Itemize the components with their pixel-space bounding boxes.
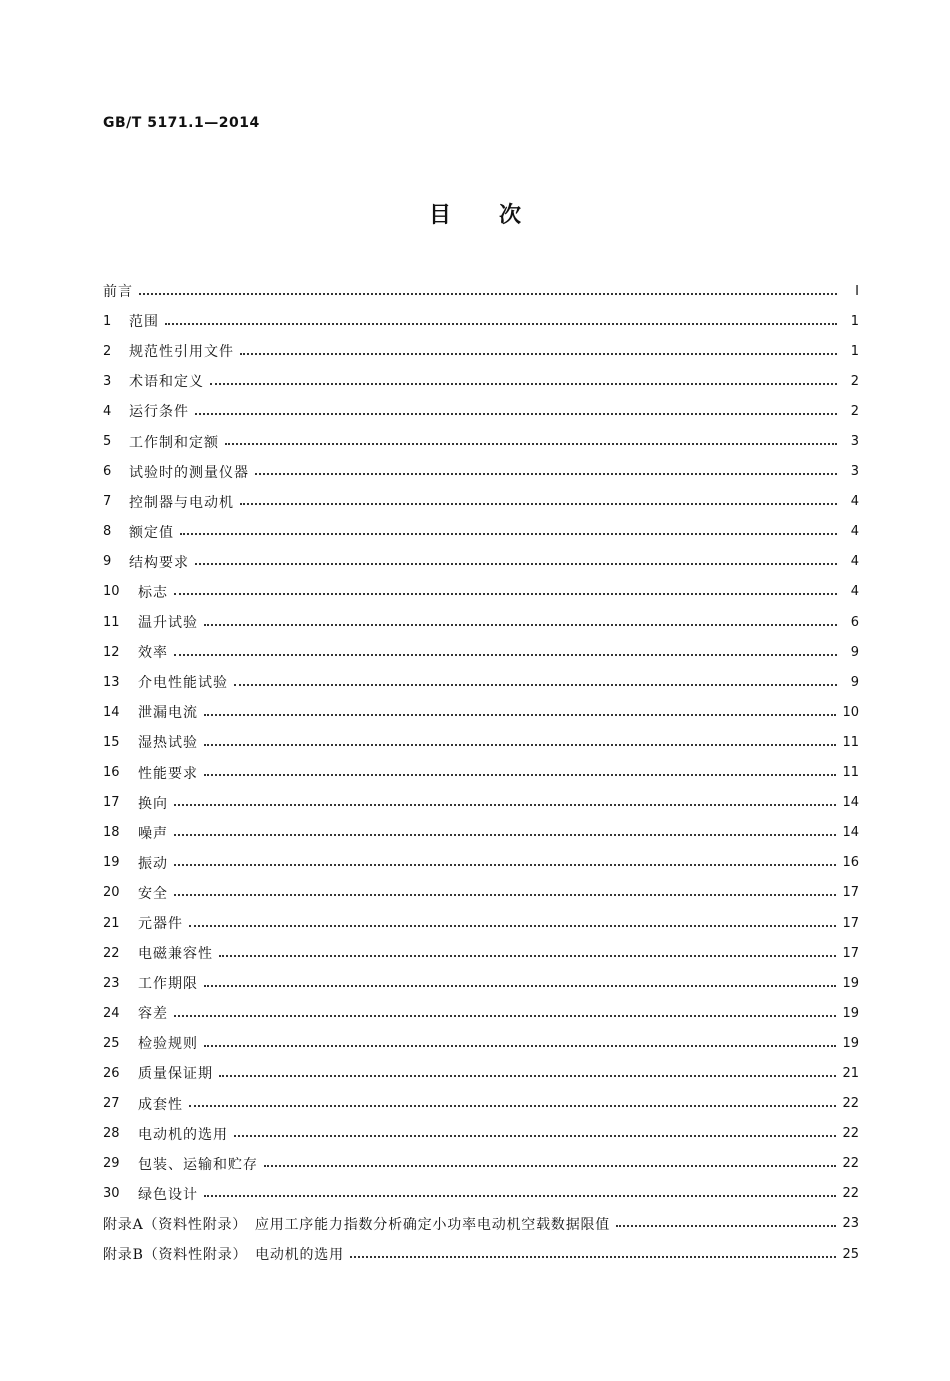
toc-entry-page: 11 (842, 765, 859, 781)
toc-entry[interactable] (103, 1179, 859, 1209)
toc-leader-dots (165, 322, 837, 325)
toc-entry-number: 2 (103, 343, 112, 359)
toc-appendix-page: 23 (842, 1216, 859, 1232)
toc-leader-dots (195, 562, 837, 565)
toc-leader-dots (204, 743, 836, 746)
toc-entry-number: 1 (103, 313, 112, 329)
toc-entry-label: 控制器与电动机 (129, 494, 234, 511)
toc-entry-number: 12 (103, 644, 120, 660)
toc-entry-number: 5 (103, 434, 112, 450)
toc-entry-page: 22 (842, 1096, 859, 1112)
toc-entry-label: 运行条件 (129, 404, 189, 421)
toc-entry-number: 15 (103, 734, 120, 750)
toc-entry-number: 30 (103, 1186, 120, 1202)
toc-leader-dots (174, 592, 837, 595)
toc-entry-label: 术语和定义 (129, 374, 204, 391)
toc-entry-label: 范围 (129, 314, 159, 331)
toc-entry-label: 噪声 (138, 825, 168, 842)
toc-entry-page: 14 (842, 825, 859, 841)
toc-entry-page: 9 (850, 674, 859, 690)
toc-entry-number: 24 (103, 1005, 120, 1021)
toc-entry[interactable] (103, 1058, 859, 1088)
toc-entry-number: 10 (103, 584, 120, 600)
toc-leader-dots (204, 713, 836, 716)
toc-entry[interactable] (103, 758, 859, 788)
toc-entry-label: 容差 (138, 1006, 168, 1023)
toc-entry-label: 规范性引用文件 (129, 344, 234, 361)
toc-entry-page: 3 (850, 434, 859, 450)
toc-entry-number: 25 (103, 1035, 120, 1051)
toc-entry-page: 22 (842, 1126, 859, 1142)
toc-entry-label: 绿色设计 (138, 1186, 198, 1203)
toc-entry[interactable] (103, 276, 859, 306)
toc-entry[interactable] (103, 457, 859, 487)
toc-entry-label: 结构要求 (129, 554, 189, 571)
toc-entry-page: 19 (842, 975, 859, 991)
toc-entry-page: 4 (850, 524, 859, 540)
toc-entry-number: 23 (103, 975, 120, 991)
toc-entry-label: 试验时的测量仪器 (129, 464, 249, 481)
toc-entry-label: 安全 (138, 885, 168, 902)
toc-entry-page: 4 (850, 584, 859, 600)
toc-entry-label: 换向 (138, 795, 168, 812)
toc-entry[interactable] (103, 697, 859, 727)
toc-leader-dots (174, 803, 836, 806)
toc-entry-page: 1 (850, 343, 859, 359)
toc-entry-page: 10 (842, 704, 859, 720)
toc-entry-label: 前言 (103, 284, 133, 301)
toc-entry-label: 额定值 (129, 524, 174, 541)
toc-entry[interactable] (103, 878, 859, 908)
toc-leader-dots (174, 893, 836, 896)
toc-entry-page: 22 (842, 1156, 859, 1172)
toc-entry[interactable] (103, 547, 859, 577)
toc-entry-number: 3 (103, 373, 112, 389)
toc-entry-page: 22 (842, 1186, 859, 1202)
page-title: 目次 (428, 203, 569, 228)
toc-entry-label: 工作期限 (138, 976, 198, 993)
toc-entry-number: 28 (103, 1126, 120, 1142)
toc-entry[interactable] (103, 938, 859, 968)
toc-leader-dots (219, 1074, 836, 1077)
toc-entry-label: 性能要求 (138, 765, 198, 782)
toc-leader-dots (189, 924, 836, 927)
toc-entry[interactable] (103, 607, 859, 637)
toc-entry-label: 工作制和定额 (129, 434, 219, 451)
toc-appendix-label: 附录B（资料性附录） 电动机的选用 (103, 1247, 344, 1264)
toc-entry-page: 19 (842, 1035, 859, 1051)
toc-leader-dots (174, 1014, 836, 1017)
toc-entry-number: 14 (103, 704, 120, 720)
toc-entry-number: 20 (103, 885, 120, 901)
table-of-contents (103, 276, 859, 1269)
toc-leader-dots (174, 833, 836, 836)
toc-entry-page: 14 (842, 795, 859, 811)
toc-entry-number: 6 (103, 464, 112, 480)
toc-leader-dots (234, 683, 837, 686)
toc-entry-number: 17 (103, 795, 120, 811)
toc-entry-number: 27 (103, 1096, 120, 1112)
toc-entry-page: 11 (842, 734, 859, 750)
toc-leader-dots (219, 954, 836, 957)
toc-entry-label: 介电性能试验 (138, 675, 228, 692)
standard-code: GB/T 5171.1—2014 (103, 115, 260, 131)
toc-entry-number: 7 (103, 494, 112, 510)
toc-entry-number: 21 (103, 915, 120, 931)
toc-entry-label: 成套性 (138, 1096, 183, 1113)
toc-entry[interactable] (103, 667, 859, 697)
toc-leader-dots (240, 502, 837, 505)
toc-entry[interactable] (103, 848, 859, 878)
toc-entry[interactable] (103, 577, 859, 607)
toc-entry[interactable] (103, 487, 859, 517)
toc-leader-dots (204, 984, 836, 987)
toc-entry-number: 8 (103, 524, 112, 540)
toc-leader-dots (204, 773, 836, 776)
toc-entry[interactable] (103, 1028, 859, 1058)
toc-entry-number: 11 (103, 614, 120, 630)
toc-entry-label: 效率 (138, 645, 168, 662)
toc-entry-label: 包装、运输和贮存 (138, 1156, 258, 1173)
toc-entry-label: 元器件 (138, 916, 183, 933)
toc-entry-label: 振动 (138, 855, 168, 872)
toc-entry-label: 温升试验 (138, 615, 198, 632)
toc-leader-dots (225, 442, 837, 445)
toc-leader-dots (616, 1224, 836, 1227)
toc-entry-label: 湿热试验 (138, 735, 198, 752)
toc-leader-dots (350, 1255, 837, 1258)
toc-entry-label: 泄漏电流 (138, 705, 198, 722)
toc-entry-number: 13 (103, 674, 120, 690)
toc-entry-page: 4 (850, 494, 859, 510)
toc-entry[interactable] (103, 426, 859, 456)
toc-entry-page: 1 (850, 313, 859, 329)
toc-entry-number: 9 (103, 554, 112, 570)
toc-leader-dots (204, 1044, 836, 1047)
toc-entry-number: 19 (103, 855, 120, 871)
toc-leader-dots (210, 382, 837, 385)
toc-appendix-entry[interactable] (103, 1239, 859, 1269)
toc-appendix-page: 25 (842, 1246, 859, 1262)
toc-entry-page: 17 (842, 915, 859, 931)
toc-entry[interactable] (103, 396, 859, 426)
toc-entry[interactable] (103, 818, 859, 848)
toc-entry[interactable] (103, 998, 859, 1028)
toc-leader-dots (174, 863, 836, 866)
toc-leader-dots (189, 1104, 836, 1107)
toc-entry-page: 2 (850, 403, 859, 419)
toc-entry[interactable] (103, 637, 859, 667)
toc-entry[interactable] (103, 727, 859, 757)
toc-entry-page: 2 (850, 373, 859, 389)
toc-entry-label: 标志 (138, 584, 168, 601)
toc-appendix-entry[interactable] (103, 1209, 859, 1239)
toc-entry-number: 4 (103, 403, 112, 419)
toc-entry-number: 26 (103, 1065, 120, 1081)
toc-entry-label: 质量保证期 (138, 1066, 213, 1083)
toc-leader-dots (204, 623, 837, 626)
toc-entry-number: 29 (103, 1156, 120, 1172)
toc-entry[interactable] (103, 788, 859, 818)
toc-entry-label: 检验规则 (138, 1036, 198, 1053)
toc-leader-dots (255, 472, 837, 475)
toc-entry[interactable] (103, 336, 859, 366)
toc-leader-dots (264, 1164, 836, 1167)
toc-entry-page: 19 (842, 1005, 859, 1021)
toc-entry[interactable] (103, 1149, 859, 1179)
toc-leader-dots (204, 1194, 836, 1197)
toc-entry-label: 电动机的选用 (138, 1126, 228, 1143)
toc-leader-dots (195, 412, 837, 415)
toc-entry-page: 21 (842, 1065, 859, 1081)
toc-entry-page: 17 (842, 885, 859, 901)
toc-entry-number: 22 (103, 945, 120, 961)
toc-leader-dots (240, 352, 837, 355)
toc-entry-page: 4 (850, 554, 859, 570)
toc-entry-page: 3 (850, 464, 859, 480)
toc-appendix-label: 附录A（资料性附录） 应用工序能力指数分析确定小功率电动机空载数据限值 (103, 1216, 611, 1233)
toc-entry[interactable] (103, 517, 859, 547)
toc-entry[interactable] (103, 1119, 859, 1149)
toc-leader-dots (180, 532, 837, 535)
toc-entry[interactable] (103, 306, 859, 336)
toc-entry-page: 6 (850, 614, 859, 630)
toc-entry[interactable] (103, 968, 859, 998)
toc-entry-number: 18 (103, 825, 120, 841)
toc-entry[interactable] (103, 908, 859, 938)
toc-entry-page: I (855, 283, 859, 299)
toc-entry[interactable] (103, 366, 859, 396)
toc-entry-number: 16 (103, 765, 120, 781)
toc-leader-dots (174, 653, 837, 656)
toc-entry[interactable] (103, 1089, 859, 1119)
toc-entry-page: 16 (842, 855, 859, 871)
toc-leader-dots (234, 1134, 836, 1137)
toc-leader-dots (139, 292, 837, 295)
toc-entry-page: 9 (850, 644, 859, 660)
toc-entry-page: 17 (842, 945, 859, 961)
toc-entry-label: 电磁兼容性 (138, 946, 213, 963)
